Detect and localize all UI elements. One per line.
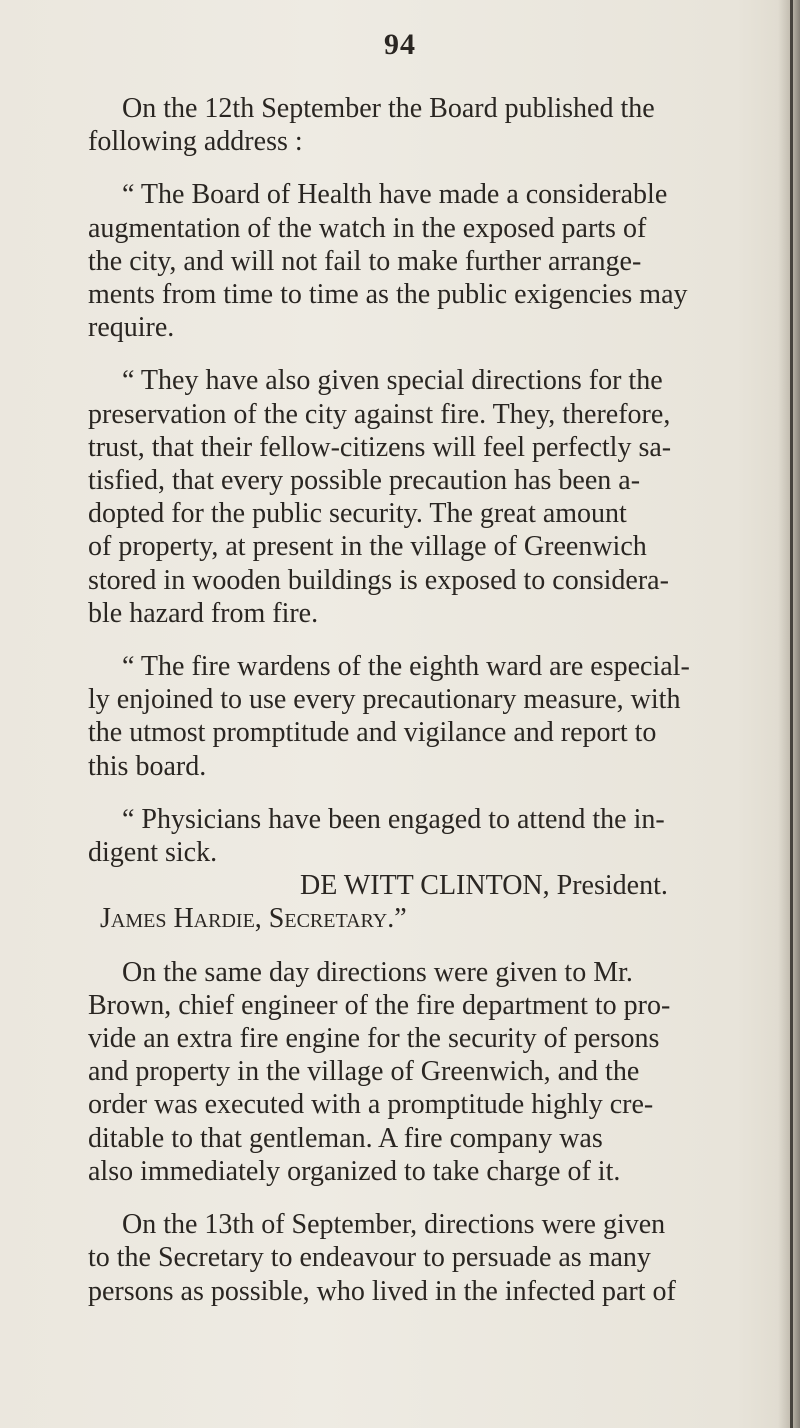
signature-president: DE WITT CLINTON, President. [300, 870, 668, 902]
page-edge-shadow [778, 0, 800, 1428]
paragraph-watch [88, 178, 738, 344]
text-line: stored in wooden buildings is exposed to considera- [88, 564, 669, 596]
text-line: order was executed with a promptitude highly cre- [88, 1089, 654, 1121]
text-line: “ The Board of Health have made a considerable [122, 179, 668, 211]
paragraph-secretary [88, 1208, 738, 1308]
text-line: and property in the village of Greenwich, and the [88, 1056, 640, 1088]
text-line: “ Physicians have been engaged to attend the in- [122, 803, 665, 835]
text-line: ments from time to time as the public exigencies may [88, 279, 688, 311]
text-line: the utmost promptitude and vigilance and report to [88, 717, 657, 749]
text-line: On the 13th of September, directions were given [122, 1209, 666, 1241]
paragraph-wardens [88, 650, 738, 783]
text-line: require. [88, 312, 175, 344]
text-line: of property, at present in the village of Greenwich [88, 531, 647, 563]
text-line: “ They have also given special directions for the [122, 365, 663, 397]
page-edge-line [790, 0, 793, 1428]
text-line: to the Secretary to endeavour to persuade as many [88, 1242, 651, 1274]
paragraph-engine [88, 956, 738, 1188]
paragraph-physicians [88, 803, 738, 936]
text-line: digent sick. [88, 837, 218, 869]
text-line: also immediately organized to take charge of it. [88, 1155, 621, 1187]
text-line: trust, that their fellow-citizens will feel perfectly sa- [88, 431, 672, 463]
text-line: the city, and will not fail to make further arrange- [88, 245, 642, 277]
text-line: vide an extra fire engine for the security of persons [88, 1023, 660, 1055]
page-number: 94 [384, 28, 416, 61]
text-line: Brown, chief engineer of the fire department to pro- [88, 989, 671, 1021]
text-line: this board. [88, 750, 207, 782]
paragraph-fire [88, 364, 738, 630]
text-line: ble hazard from fire. [88, 597, 319, 629]
text-line: following address : [88, 126, 303, 158]
text-line: “ The fire wardens of the eighth ward are especial- [122, 651, 690, 683]
text-line: augmentation of the watch in the exposed parts of [88, 212, 647, 244]
text-line: preservation of the city against fire. They, therefore, [88, 398, 671, 430]
signature-secretary: James Hardie, Secretary.” [100, 903, 407, 935]
body-text [88, 92, 738, 1328]
text-line: On the same day directions were given to Mr. [122, 956, 633, 988]
text-line: persons as possible, who lived in the infected part of [88, 1275, 676, 1307]
text-line: ditable to that gentleman. A fire company was [88, 1122, 603, 1154]
text-line: tisfied, that every possible precaution has been a- [88, 465, 641, 497]
text-line: On the 12th September the Board published the [122, 93, 655, 124]
paragraph-intro [88, 92, 738, 158]
text-line: ly enjoined to use every precautionary measure, with [88, 684, 681, 716]
text-line: dopted for the public security. The great amount [88, 498, 627, 530]
